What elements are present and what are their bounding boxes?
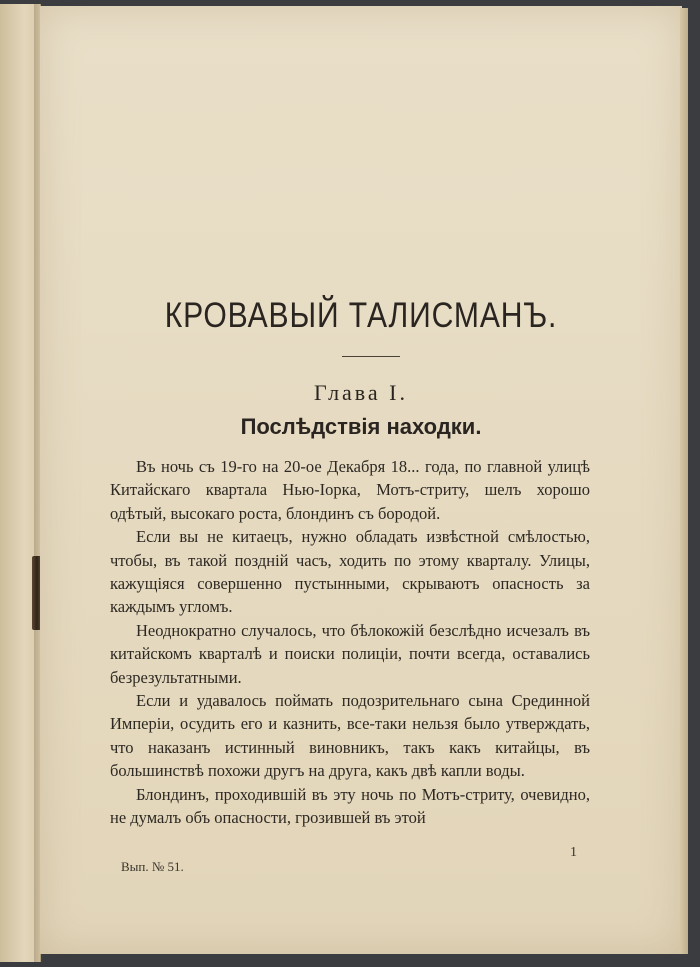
paragraph: Блондинъ, проходившій въ эту ночь по Мотъ-стриту, очевидно, не думалъ объ опасности, грозившей въ этой xyxy=(110,784,590,828)
page-number: 1 xyxy=(570,845,577,860)
chapter-heading: Глава I. xyxy=(314,380,408,405)
right-page-edge xyxy=(680,8,688,954)
paragraph: Въ ночь съ 19-го на 20-ое Декабря 18... года, по главной улицѣ Китайскаго квартала Нью-Іорка, Мотъ-стриту, шелъ хорошо одѣтый, высокаго роста, блондинъ съ бородой. xyxy=(110,457,590,523)
page-title: КРОВАВЫЙ ТАЛИСМАНЪ. xyxy=(164,296,558,335)
paragraph: Если и удавалось поймать подозрительнаго сына Срединной Имперіи, осудить его и казнить, все-таки нельзя было утверждать, что наказанъ истинный виновникъ, такъ какъ китайцы, въ большинствѣ похожи другъ на друга, какъ двѣ капли воды. xyxy=(110,691,590,781)
body-text xyxy=(110,455,590,830)
issue-number: Вып. № 51. xyxy=(121,859,184,874)
chapter-title: Послѣдствія находки. xyxy=(240,414,482,439)
title-divider xyxy=(342,356,400,357)
paragraph: Неоднократно случалось, что бѣлокожій безслѣдно исчезалъ въ китайскомъ кварталѣ и поиски полиціи, почти всегда, оставались безрезультатными. xyxy=(110,620,590,687)
paragraph: Если вы не китаецъ, нужно обладать извѣстной смѣлостью, чтобы, въ такой поздній часъ, ходить по этому кварталу. Улицы, кажущіяся совершенно пустынными, скрываютъ опасность за каждымъ угломъ. xyxy=(110,527,590,617)
